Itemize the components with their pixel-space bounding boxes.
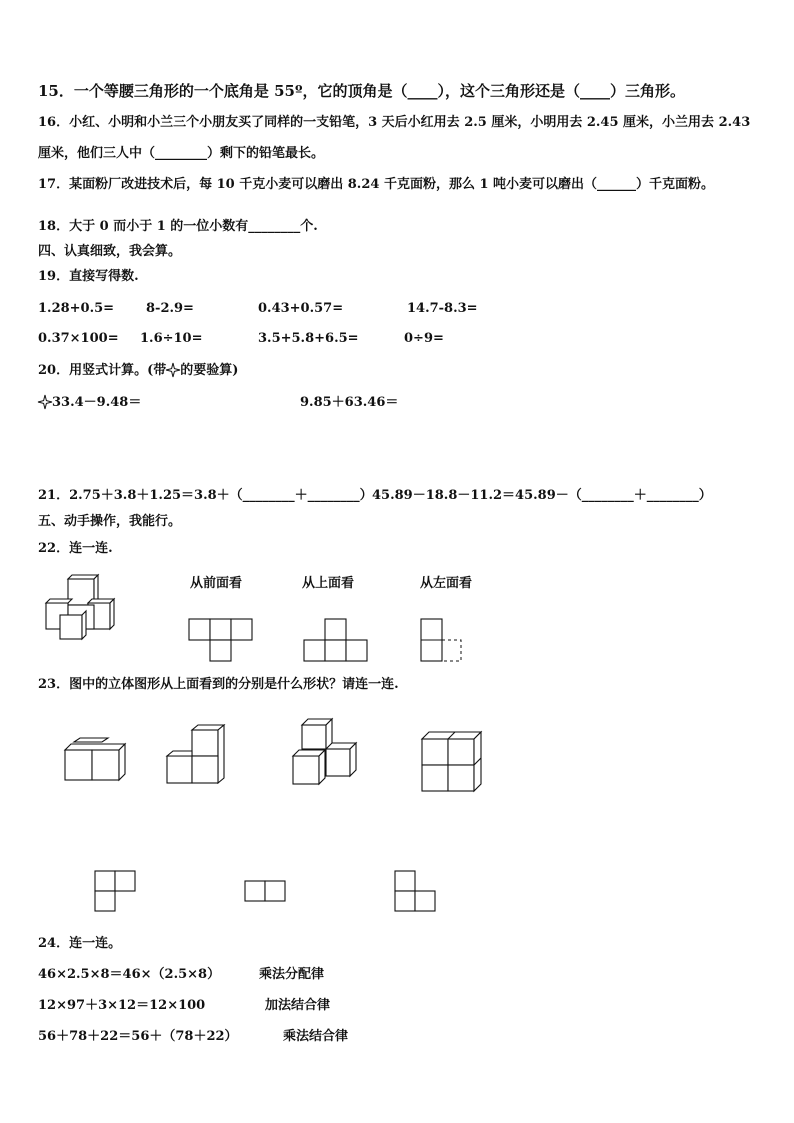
q24-title-text: 连一连。	[69, 936, 122, 951]
q19-row1-item2: 8-2.9=	[146, 301, 194, 316]
q20-title-b: 的要验算)	[180, 363, 239, 378]
q20-item1-text: 33.4－9.48＝	[52, 395, 142, 410]
q23-top-view-1	[94, 870, 136, 912]
q22-label-front: 从前面看	[190, 576, 243, 591]
q16-text-line1: 小红、小明和小兰三个小朋友买了同样的一支铅笔，3 天后小红用去 2.5 厘米，小明用去 2.45 厘米，小兰用去 2.43	[69, 115, 751, 130]
q24-left-1: 46×2.5×8＝46×（2.5×8）	[38, 967, 221, 982]
q22-label-left: 从左面看	[420, 576, 473, 591]
q23-top-view-2	[244, 880, 286, 902]
q19-number: 19．	[38, 269, 70, 284]
q23-top-view-3	[394, 870, 436, 912]
q22-solid-figure	[40, 575, 120, 641]
q20-title-a: 用竖式计算。(带	[69, 363, 167, 378]
q24-left-2: 12×97＋3×12＝12×100	[38, 998, 206, 1013]
q21-left-text: 2.75＋3.8＋1.25＝3.8＋（________＋________）	[69, 488, 373, 503]
q18	[38, 218, 318, 236]
q23-solid-3	[292, 718, 358, 786]
q18-number: 18．	[38, 219, 70, 234]
q22-title	[38, 540, 113, 558]
q15-number: 15．	[38, 82, 74, 100]
q17	[38, 176, 714, 194]
q22-view-top-shape	[303, 618, 369, 662]
q21-right: 45.89－18.8－11.2＝45.89－（________＋________）	[372, 488, 712, 503]
q20-number: 20．	[38, 363, 70, 378]
q20-item2: 9.85＋63.46＝	[300, 395, 399, 410]
q21-number: 21．	[38, 488, 70, 503]
q19-row1-item3: 0.43+0.57=	[258, 301, 344, 316]
q24-right-2: 加法结合律	[265, 998, 331, 1013]
section-5-title: 五、动手操作，我能行。	[38, 514, 182, 529]
q23-solid-1	[64, 738, 126, 782]
section-4-title: 四、认真细致，我会算。	[38, 244, 182, 259]
q24-number: 24．	[38, 936, 70, 951]
q24-right-1: 乘法分配律	[259, 967, 325, 982]
q19-row1-item1: 1.28+0.5=	[38, 301, 115, 316]
q17-text: 某面粉厂改进技术后，每 10 千克小麦可以磨出 8.24 千克面粉，那么 1 吨小麦可以磨出（______）千克面粉。	[69, 177, 715, 192]
q19-row2-item3: 3.5+5.8+6.5=	[258, 331, 359, 346]
q16-line2: 厘米，他们三人中（________）剩下的铅笔最长。	[38, 146, 325, 161]
q23-title-text: 图中的立体图形从上面看到的分别是什么形状？请连一连.	[69, 677, 399, 692]
q19-row2-item4: 0÷9=	[404, 331, 444, 346]
q22-number: 22．	[38, 541, 70, 556]
q21-left	[38, 487, 373, 505]
q17-number: 17．	[38, 177, 70, 192]
q24-left-3: 56＋78＋22＝56＋（78＋22）	[38, 1029, 238, 1044]
q22-view-front-shape	[188, 618, 254, 662]
q19-title	[38, 268, 139, 286]
q19-row1-item4: 14.7-8.3=	[407, 301, 478, 316]
q23-solid-2	[166, 724, 226, 784]
q19-title-text: 直接写得数.	[69, 269, 139, 284]
q16-line1	[38, 114, 750, 132]
q20-item1	[38, 394, 141, 415]
q15-text: 一个等腰三角形的一个底角是 55º，它的顶角是（____），这个三角形还是（____）三角形。	[73, 82, 685, 100]
q22-label-top: 从上面看	[302, 576, 355, 591]
q18-text: 大于 0 而小于 1 的一位小数有________个.	[69, 219, 318, 234]
q24-right-3: 乘法结合律	[283, 1029, 349, 1044]
q22-title-text: 连一连.	[69, 541, 113, 556]
q23-number: 23．	[38, 677, 70, 692]
q19-row2-item1: 0.37×100=	[38, 331, 119, 346]
q16-number: 16．	[38, 115, 70, 130]
q20-title	[38, 362, 238, 383]
q24-title	[38, 935, 121, 953]
four-point-star-icon	[38, 395, 52, 415]
q15	[38, 82, 685, 100]
four-point-star-icon	[166, 363, 180, 383]
q23-title	[38, 676, 399, 694]
q19-row2-item2: 1.6÷10=	[140, 331, 203, 346]
q22-view-left-shape	[420, 618, 464, 662]
q23-solid-4	[421, 731, 483, 793]
